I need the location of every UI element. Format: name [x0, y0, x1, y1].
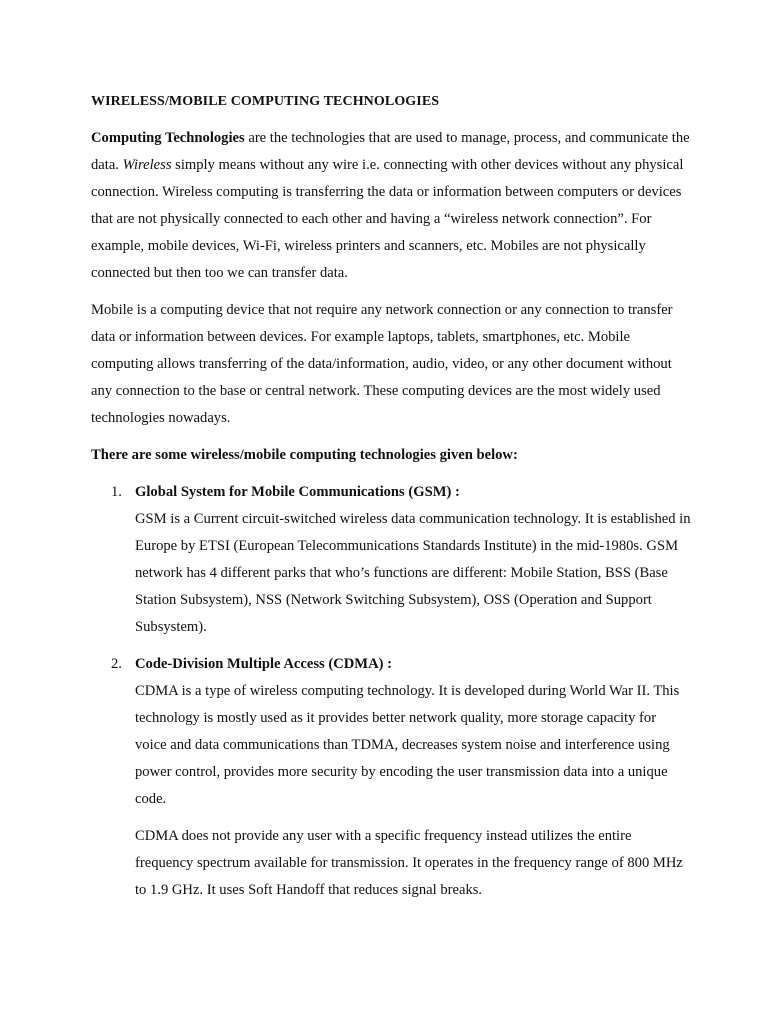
wireless-term: Wireless	[122, 157, 172, 173]
intro-text-a: are the technologies that are used to manage, process, and communicate the data.	[91, 130, 690, 173]
intro-paragraph	[91, 125, 691, 287]
intro-text-b: simply means without any wire i.e. connecting with other devices without any physical connection. Wireless computing is transferring the data or information between computers or devices that are not physically connected to each other and having a “wireless network connection”. For example, mobile devices, Wi-Fi, wireless printers and scanners, etc. Mobiles are not physically connected but then too we can transfer data.	[91, 157, 684, 281]
technology-list	[91, 479, 691, 904]
list-number: 2.	[111, 656, 122, 672]
mobile-paragraph: Mobile is a computing device that not require any network connection or any connection to transfer data or information between devices. For example laptops, tablets, smartphones, etc. Mobile computing allows transferring of the data/information, audio, video, or any other document without any connection to the base or central network. These computing devices are the most widely used technologies nowadays.	[91, 302, 673, 426]
computing-technologies-term: Computing Technologies	[91, 130, 245, 146]
list-number: 1.	[111, 484, 122, 500]
list-intro-heading: There are some wireless/mobile computing technologies given below:	[91, 447, 518, 463]
document-title: WIRELESS/MOBILE COMPUTING TECHNOLOGIES	[91, 94, 440, 109]
cdma-description: CDMA is a type of wireless computing technology. It is developed during World War II. This technology is mostly used as it provides better network quality, more storage capacity for voice and data communications than TDMA, decreases system noise and interference using power control, provides more security by encoding the user transmission data into a unique code.	[135, 683, 680, 807]
list-item-gsm	[91, 479, 691, 641]
document-page	[91, 88, 691, 914]
list-item-cdma	[91, 651, 691, 904]
gsm-description: GSM is a Current circuit-switched wireless data communication technology. It is established in Europe by ETSI (European Telecommunications Standards Institute) in the mid-1980s. GSM network has 4 different parks that who’s functions are different: Mobile Station, BSS (Base Station Subsystem), NSS (Network Switching Subsystem), OSS (Operation and Support Subsystem).	[135, 511, 691, 635]
cdma-frequency-description: CDMA does not provide any user with a specific frequency instead utilizes the entire frequency spectrum available for transmission. It operates in the frequency range of 800 MHz to 1.9 GHz. It uses Soft Handoff that reduces signal breaks.	[135, 828, 683, 898]
cdma-heading: Code-Division Multiple Access (CDMA) :	[135, 656, 392, 672]
gsm-heading: Global System for Mobile Communications (GSM) :	[135, 484, 460, 500]
